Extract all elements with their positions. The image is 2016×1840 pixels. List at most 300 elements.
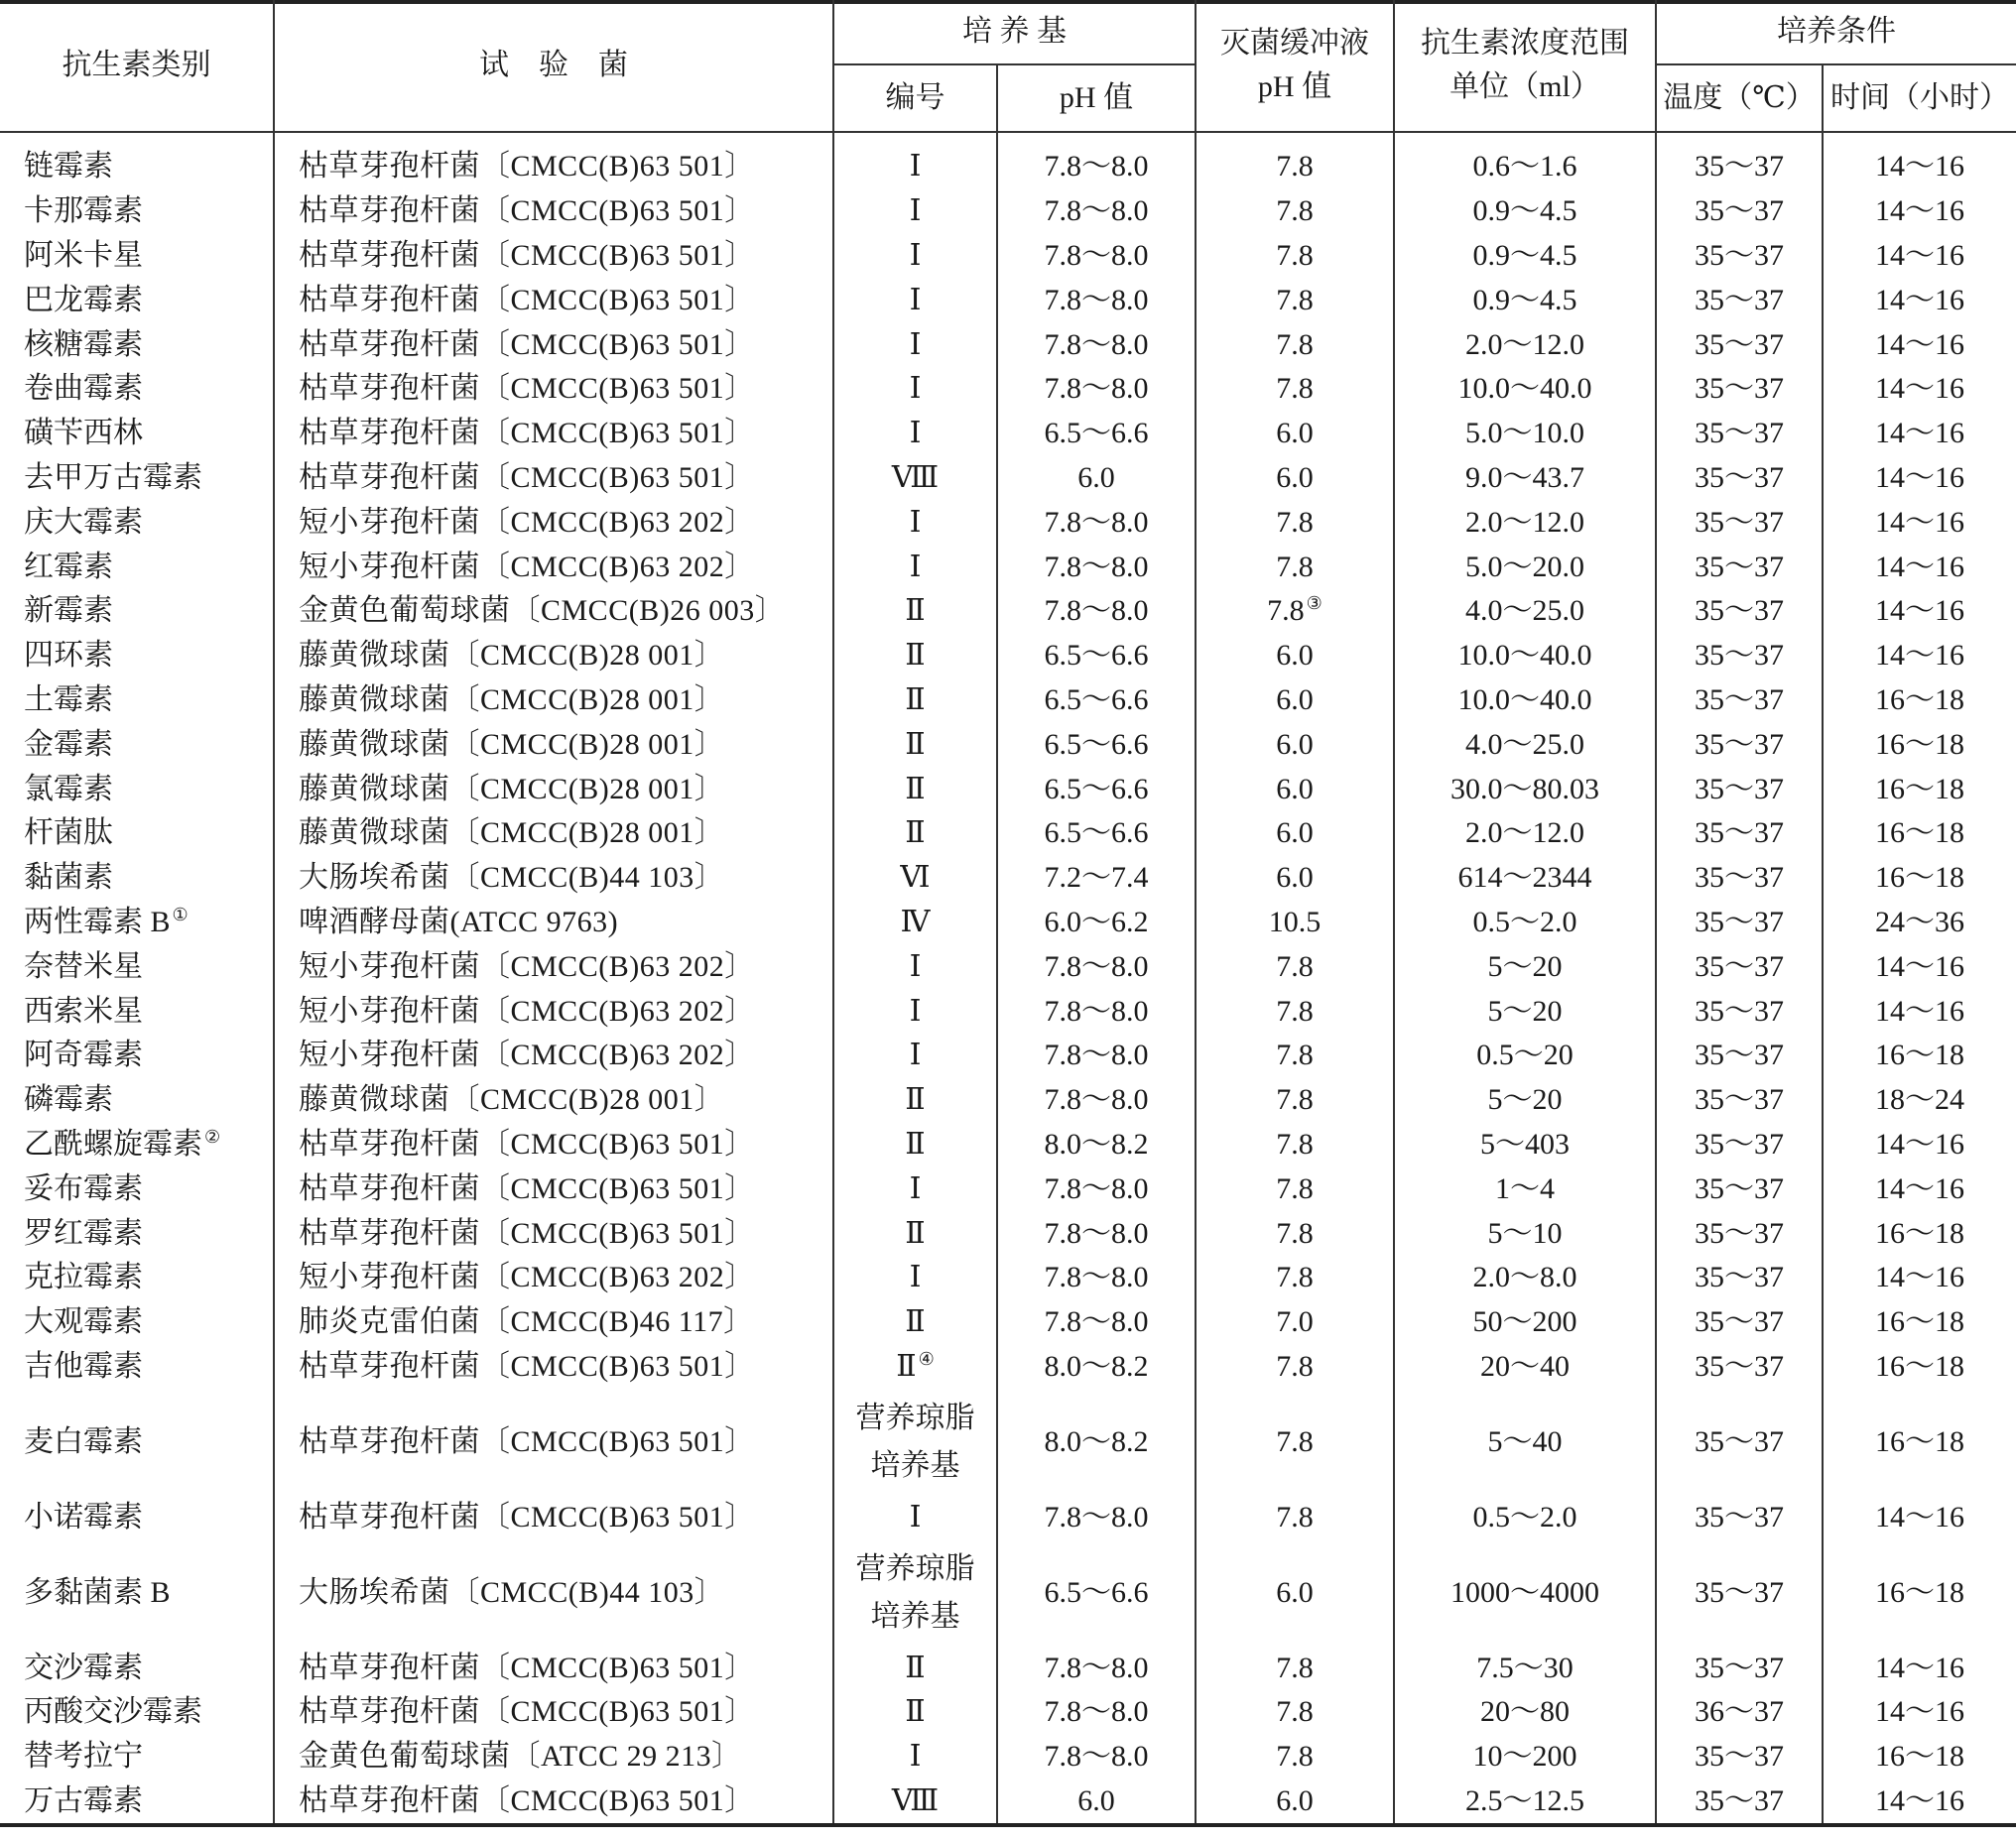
cell-concentration-range-text: 2.0～8.0 [1472,1261,1577,1294]
cell-medium-id [833,545,997,589]
cell-antibiotic-name-text: 交沙霉素 [24,1651,143,1684]
cell-time-text: 16～18 [1875,861,1964,895]
cell-concentration-range [1394,901,1656,945]
cell-medium-ph [997,811,1196,856]
cell-medium-ph-text: 7.8～8.0 [1044,1305,1149,1339]
cell-antibiotic-name-text: 庆大霉素 [24,505,143,539]
cell-buffer-ph-text: 7.8 [1276,283,1314,316]
cell-antibiotic-name-text: 巴龙霉素 [24,283,143,316]
cell-test-strain-text: 藤黄微球菌〔CMCC(B)28 001〕 [299,727,725,761]
cell-time-text: 14～16 [1875,238,1964,272]
cell-medium-id-text: Ⅱ [905,1216,926,1250]
cell-buffer-ph-text: 7.8 [1276,1651,1314,1684]
cell-temperature-text: 35～37 [1695,727,1784,761]
cell-medium-id-text: Ⅷ [891,460,940,494]
cell-test-strain [274,1211,833,1256]
cell-concentration-range [1394,278,1656,322]
cell-test-strain-text: 金黄色葡萄球菌〔ATCC 29 213〕 [299,1740,742,1774]
cell-antibiotic-name [0,189,274,234]
cell-concentration-range-text: 5～20 [1487,1083,1563,1117]
cell-concentration-range [1394,1166,1656,1211]
table-row [0,989,2016,1034]
cell-test-strain-text: 枯草芽孢杆菌〔CMCC(B)63 501〕 [299,1171,755,1205]
table-row [0,189,2016,234]
cell-temperature-text: 35～37 [1695,1424,1784,1458]
cell-concentration-range [1394,1211,1656,1256]
cell-buffer-ph [1196,412,1394,456]
cell-test-strain [274,811,833,856]
cell-antibiotic-name-text: 磺苄西林 [24,417,143,450]
cell-time-text: 18～24 [1875,1083,1964,1117]
cell-test-strain [274,856,833,901]
cell-medium-ph-text: 8.0～8.2 [1044,1424,1149,1458]
cell-medium-id-text: Ⅰ [909,150,922,184]
cell-medium-ph-text: 7.8～8.0 [1044,1216,1149,1250]
table-row [0,634,2016,678]
cell-medium-id-text: Ⅰ [909,238,922,272]
cell-concentration-range-text: 5.0～20.0 [1465,550,1584,583]
cell-concentration-range [1394,1495,1656,1539]
cell-temperature [1656,1735,1823,1779]
cell-buffer-ph [1196,722,1394,767]
cell-temperature [1656,456,1823,501]
cell-buffer-ph-text: 6.0 [1276,682,1314,716]
cell-temperature-text: 35～37 [1695,1171,1784,1205]
cell-test-strain [274,1389,833,1495]
cell-buffer-ph [1196,1539,1394,1646]
cell-buffer-ph [1196,1034,1394,1078]
cell-medium-ph [997,767,1196,811]
cell-time [1823,1211,2016,1256]
cell-medium-ph-text: 7.8～8.0 [1044,994,1149,1028]
cell-medium-ph-text: 6.5～6.6 [1044,682,1149,716]
cell-buffer-ph-text: 6.0 [1276,417,1314,450]
cell-medium-id [833,1300,997,1345]
cell-concentration-range [1394,132,1656,189]
cell-buffer-ph-text: 6.0 [1276,1575,1314,1609]
cell-antibiotic-name [0,989,274,1034]
cell-temperature-text: 35～37 [1695,194,1784,228]
cell-antibiotic-name [0,1690,274,1735]
cell-medium-id [833,811,997,856]
cell-antibiotic-name-text: 小诺霉素 [24,1500,143,1533]
cell-buffer-ph-text: 6.0 [1276,1783,1314,1817]
cell-temperature-text: 35～37 [1695,1740,1784,1774]
cell-time-text: 14～16 [1875,505,1964,539]
cell-antibiotic-name-text: 四环素 [24,639,113,673]
cell-medium-ph-text: 7.8～8.0 [1044,505,1149,539]
cell-medium-id-text: Ⅰ [909,1740,922,1774]
cell-time [1823,189,2016,234]
cell-concentration-range [1394,189,1656,234]
cell-concentration-range-text: 0.5～2.0 [1472,905,1577,938]
cell-concentration-range [1394,545,1656,589]
cell-temperature [1656,367,1823,412]
cell-medium-id [833,456,997,501]
cell-medium-ph-text: 7.8～8.0 [1044,550,1149,583]
cell-time [1823,944,2016,989]
cell-medium-ph-text: 6.5～6.6 [1044,816,1149,850]
cell-temperature-text: 35～37 [1695,327,1784,361]
cell-temperature-text: 35～37 [1695,682,1784,716]
table-row [0,1345,2016,1390]
cell-temperature [1656,412,1823,456]
cell-time [1823,1078,2016,1123]
cell-buffer-ph-text: 7.8 [1276,150,1314,184]
cell-concentration-range-text: 20～80 [1480,1695,1570,1729]
cell-buffer-ph [1196,1779,1394,1824]
cell-time [1823,767,2016,811]
cell-antibiotic-name [0,1211,274,1256]
cell-medium-ph [997,1078,1196,1123]
cell-antibiotic-name-text: 妥布霉素 [24,1171,143,1205]
cell-time-text: 16～18 [1875,1039,1964,1072]
header-conc-line2: 单位（ml） [1449,70,1600,103]
table-row [0,1646,2016,1690]
cell-antibiotic-name-text: 多黏菌素 B [24,1575,171,1609]
cell-medium-ph [997,1389,1196,1495]
cell-medium-ph [997,1646,1196,1690]
cell-buffer-ph-text: 7.8 [1267,594,1305,628]
cell-buffer-ph-text: 6.0 [1276,772,1314,805]
cell-concentration-range [1394,456,1656,501]
cell-concentration-range [1394,589,1656,634]
cell-temperature [1656,678,1823,723]
cell-time [1823,278,2016,322]
cell-test-strain-text: 短小芽孢杆菌〔CMCC(B)63 202〕 [299,1261,755,1294]
cell-medium-id-text: Ⅰ [909,1261,922,1294]
cell-concentration-range [1394,500,1656,545]
cell-test-strain-text: 枯草芽孢杆菌〔CMCC(B)63 501〕 [299,460,755,494]
cell-antibiotic-name [0,456,274,501]
cell-buffer-ph-text: 7.0 [1276,1305,1314,1339]
cell-test-strain [274,189,833,234]
cell-antibiotic-name-text: 土霉素 [24,682,113,716]
cell-test-strain [274,234,833,279]
cell-buffer-ph-text: 7.8 [1276,1083,1314,1117]
cell-time [1823,1123,2016,1167]
cell-test-strain-text: 藤黄微球菌〔CMCC(B)28 001〕 [299,816,725,850]
cell-medium-ph-text: 7.8～8.0 [1044,372,1149,406]
cell-temperature-text: 35～37 [1695,1039,1784,1072]
cell-test-strain-text: 啤酒酵母菌(ATCC 9763) [299,905,619,938]
cell-concentration-range [1394,1078,1656,1123]
cell-temperature [1656,1779,1823,1824]
cell-time [1823,989,2016,1034]
cell-medium-ph-text: 7.8～8.0 [1044,1083,1149,1117]
cell-temperature [1656,1495,1823,1539]
cell-antibiotic-name [0,1078,274,1123]
cell-concentration-range-text: 2.5～12.5 [1465,1783,1584,1817]
cell-concentration-range-text: 0.6～1.6 [1472,150,1577,184]
cell-medium-ph [997,944,1196,989]
cell-medium-id-text: Ⅱ [905,727,926,761]
cell-buffer-ph-text: 7.8 [1276,1261,1314,1294]
cell-buffer-ph-text: 7.8 [1276,372,1314,406]
cell-medium-ph [997,1690,1196,1735]
cell-temperature [1656,1646,1823,1690]
cell-medium-id [833,944,997,989]
cell-temperature-text: 35～37 [1695,1261,1784,1294]
cell-time [1823,1646,2016,1690]
cell-temperature [1656,1690,1823,1735]
cell-medium-ph-text: 7.8～8.0 [1044,327,1149,361]
cell-antibiotic-name [0,1389,274,1495]
cell-test-strain [274,1078,833,1123]
table-row [0,811,2016,856]
cell-medium-id [833,767,997,811]
cell-time-text: 16～18 [1875,682,1964,716]
cell-concentration-range-text: 50～200 [1472,1305,1577,1339]
cell-medium-ph-text: 6.5～6.6 [1044,417,1149,450]
cell-temperature [1656,1123,1823,1167]
cell-concentration-range [1394,678,1656,723]
cell-buffer-ph [1196,811,1394,856]
cell-medium-id-text: Ⅰ [909,283,922,316]
cell-temperature-text: 35～37 [1695,238,1784,272]
cell-antibiotic-name [0,322,274,367]
cell-medium-ph [997,234,1196,279]
cell-concentration-range-text: 10.0～40.0 [1457,372,1592,406]
cell-time-text: 14～16 [1875,327,1964,361]
cell-test-strain [274,412,833,456]
cell-test-strain-text: 枯草芽孢杆菌〔CMCC(B)63 501〕 [299,1651,755,1684]
cell-buffer-ph [1196,634,1394,678]
cell-buffer-ph-text: 7.8 [1276,994,1314,1028]
cell-concentration-range-text: 5～10 [1487,1216,1563,1250]
table-row [0,1300,2016,1345]
cell-medium-id-text: Ⅰ [909,949,922,983]
cell-medium-ph-text: 6.5～6.6 [1044,1575,1149,1609]
table-row [0,1123,2016,1167]
cell-test-strain-text: 大肠埃希菌〔CMCC(B)44 103〕 [299,861,725,895]
cell-medium-ph [997,412,1196,456]
cell-test-strain-text: 枯草芽孢杆菌〔CMCC(B)63 501〕 [299,283,755,316]
cell-time-text: 16～18 [1875,1216,1964,1250]
cell-time [1823,589,2016,634]
cell-buffer-ph-text: 7.8 [1276,1424,1314,1458]
cell-buffer-ph [1196,1690,1394,1735]
cell-concentration-range-text: 5～40 [1487,1424,1563,1458]
cell-antibiotic-name-text: 两性霉素 B [24,905,171,938]
cell-test-strain-text: 枯草芽孢杆菌〔CMCC(B)63 501〕 [299,372,755,406]
cell-concentration-range [1394,944,1656,989]
cell-medium-id [833,722,997,767]
cell-time-text: 16～18 [1875,1575,1964,1609]
cell-medium-ph-text: 7.8～8.0 [1044,1740,1149,1774]
cell-medium-ph-text: 7.8～8.0 [1044,1171,1149,1205]
cell-time-text: 16～18 [1875,816,1964,850]
table-body [0,132,2016,1823]
cell-concentration-range-text: 0.9～4.5 [1472,238,1577,272]
cell-antibiotic-name [0,278,274,322]
cell-antibiotic-name [0,1166,274,1211]
cell-antibiotic-name-text: 去甲万古霉素 [24,460,202,494]
cell-temperature-text: 35～37 [1695,417,1784,450]
cell-test-strain-text: 藤黄微球菌〔CMCC(B)28 001〕 [299,639,725,673]
cell-test-strain [274,722,833,767]
cell-time-text: 14～16 [1875,417,1964,450]
cell-test-strain [274,1300,833,1345]
cell-antibiotic-name [0,132,274,189]
footnote-clipped [0,1827,2016,1840]
cell-concentration-range [1394,322,1656,367]
cell-medium-id [833,1123,997,1167]
cell-temperature [1656,278,1823,322]
cell-medium-ph-text: 7.8～8.0 [1044,1261,1149,1294]
cell-time [1823,1539,2016,1646]
cell-medium-ph-text: 8.0～8.2 [1044,1349,1149,1383]
cell-medium-ph [997,1779,1196,1824]
cell-temperature [1656,1211,1823,1256]
cell-time [1823,545,2016,589]
cell-buffer-ph [1196,1166,1394,1211]
cell-medium-id-text: Ⅰ [909,1500,922,1533]
cell-antibiotic-name-text: 麦白霉素 [24,1424,143,1458]
cell-buffer-ph [1196,1735,1394,1779]
cell-time-text: 16～18 [1875,1349,1964,1383]
header-buffer-line1: 灭菌缓冲液 [1220,27,1369,60]
cell-time [1823,1256,2016,1300]
cell-time-text: 14～16 [1875,1261,1964,1294]
cell-temperature [1656,1256,1823,1300]
cell-medium-id [833,1345,997,1390]
cell-antibiotic-name [0,634,274,678]
cell-medium-ph-text: 7.8～8.0 [1044,1500,1149,1533]
cell-buffer-ph-text: 6.0 [1276,861,1314,895]
cell-medium-ph-text: 6.0 [1077,1783,1115,1817]
cell-concentration-range-text: 5.0～10.0 [1465,417,1584,450]
cell-antibiotic-name-text: 西索米星 [24,994,143,1028]
cell-medium-ph-text: 7.8～8.0 [1044,1651,1149,1684]
table-row [0,722,2016,767]
cell-medium-ph-text: 7.8～8.0 [1044,150,1149,184]
cell-time-text: 14～16 [1875,460,1964,494]
header-concentration-range [1394,0,1656,132]
cell-medium-ph [997,1123,1196,1167]
cell-concentration-range-text: 2.0～12.0 [1465,327,1584,361]
cell-test-strain-text: 短小芽孢杆菌〔CMCC(B)63 202〕 [299,994,755,1028]
table-row [0,1539,2016,1646]
cell-time-text: 14～16 [1875,150,1964,184]
cell-medium-ph-text: 7.8～8.0 [1044,1695,1149,1729]
cell-concentration-range [1394,1690,1656,1735]
table-row [0,767,2016,811]
cell-time [1823,1690,2016,1735]
cell-antibiotic-name [0,1345,274,1390]
header-temperature: 温度（℃） [1656,64,1823,132]
cell-temperature-text: 35～37 [1695,994,1784,1028]
cell-medium-id [833,367,997,412]
cell-temperature-text: 35～37 [1695,949,1784,983]
cell-buffer-ph [1196,322,1394,367]
table-row [0,1211,2016,1256]
cell-concentration-range [1394,412,1656,456]
cell-concentration-range [1394,1123,1656,1167]
table-row [0,1034,2016,1078]
cell-concentration-range [1394,722,1656,767]
cell-antibiotic-name-text: 乙酰螺旋霉素 [24,1127,202,1161]
cell-test-strain-text: 短小芽孢杆菌〔CMCC(B)63 202〕 [299,1039,755,1072]
cell-time [1823,634,2016,678]
cell-temperature [1656,634,1823,678]
cell-temperature-text: 35～37 [1695,1575,1784,1609]
cell-time-text: 14～16 [1875,194,1964,228]
cell-temperature-text: 35～37 [1695,1083,1784,1117]
cell-time [1823,1779,2016,1824]
cell-buffer-ph [1196,1300,1394,1345]
cell-medium-id [833,1779,997,1824]
cell-buffer-ph [1196,1211,1394,1256]
cell-buffer-ph-text: 7.8 [1276,1740,1314,1774]
cell-buffer-ph-text: 7.8 [1276,1500,1314,1533]
cell-buffer-ph [1196,944,1394,989]
cell-time [1823,132,2016,189]
cell-medium-ph [997,456,1196,501]
footnote-marker: ③ [1306,593,1323,614]
cell-time-text: 16～18 [1875,1424,1964,1458]
cell-medium-id-text: Ⅱ [905,1127,926,1161]
cell-buffer-ph [1196,500,1394,545]
cell-time-text: 16～18 [1875,1740,1964,1774]
cell-medium-ph [997,989,1196,1034]
cell-concentration-range-text: 5～20 [1487,949,1563,983]
header-antibiotic-class: 抗生素类别 [0,0,274,132]
cell-time-text: 14～16 [1875,550,1964,583]
cell-time-text: 14～16 [1875,1500,1964,1533]
table-row [0,1389,2016,1495]
footnote-marker: ① [172,904,189,924]
cell-time [1823,811,2016,856]
cell-temperature-text: 35～37 [1695,1216,1784,1250]
cell-medium-ph-text: 6.5～6.6 [1044,639,1149,673]
cell-buffer-ph [1196,767,1394,811]
table-row [0,234,2016,279]
cell-medium-ph [997,1495,1196,1539]
cell-concentration-range-text: 4.0～25.0 [1465,727,1584,761]
cell-antibiotic-name [0,722,274,767]
cell-temperature-text: 35～37 [1695,1127,1784,1161]
cell-test-strain [274,367,833,412]
cell-buffer-ph [1196,989,1394,1034]
cell-time-text: 14～16 [1875,1651,1964,1684]
cell-medium-id-text: Ⅰ [909,327,922,361]
cell-time-text: 14～16 [1875,594,1964,628]
cell-time [1823,722,2016,767]
cell-medium-id-text: Ⅱ [905,639,926,673]
cell-antibiotic-name [0,367,274,412]
cell-medium-ph [997,901,1196,945]
table-row [0,500,2016,545]
table-row [0,1078,2016,1123]
cell-buffer-ph [1196,1495,1394,1539]
cell-medium-ph [997,545,1196,589]
cell-medium-id [833,189,997,234]
cell-buffer-ph-text: 7.8 [1276,949,1314,983]
cell-temperature-text: 35～37 [1695,772,1784,805]
cell-temperature-text: 35～37 [1695,861,1784,895]
cell-concentration-range [1394,1345,1656,1390]
cell-test-strain [274,132,833,189]
cell-buffer-ph-text: 6.0 [1276,639,1314,673]
table-row [0,322,2016,367]
cell-medium-ph [997,189,1196,234]
cell-medium-id [833,234,997,279]
cell-antibiotic-name-text: 金霉素 [24,727,113,761]
cell-antibiotic-name-text: 卷曲霉素 [24,372,143,406]
cell-concentration-range [1394,1389,1656,1495]
cell-concentration-range-text: 614～2344 [1457,861,1592,895]
